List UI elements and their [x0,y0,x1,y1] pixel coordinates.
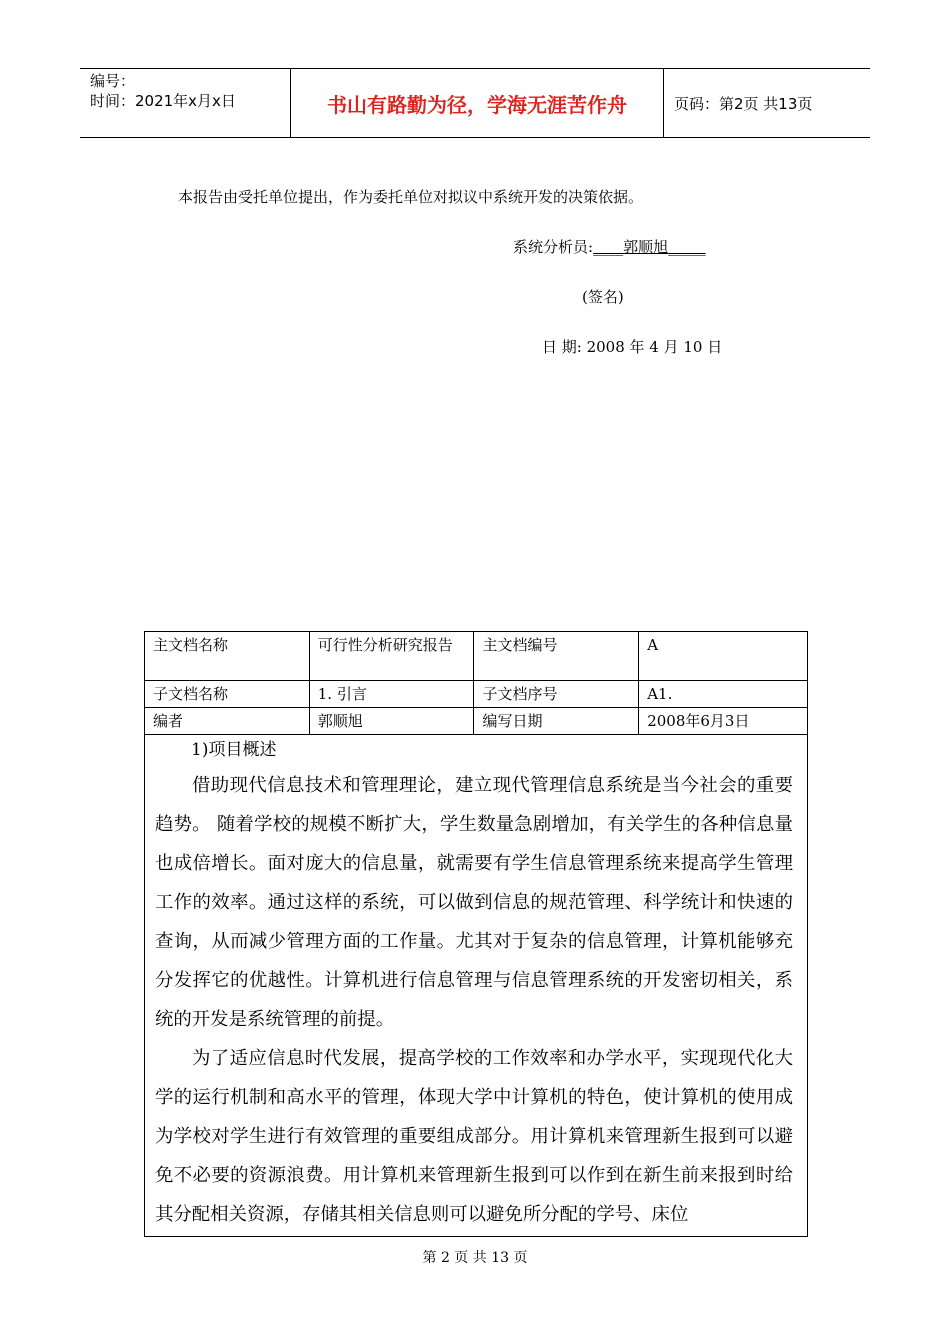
editor-value: 郭顺旭 [309,708,474,735]
paragraph: 为了适应信息时代发展，提高学校的工作效率和办学水平，实现现代化大学的运行机制和高水平的管理，体现大学中计算机的特色，使计算机的使用成为学校对学生进行有效管理的重要组成部分。用计算机来管理新生报到可以避免不必要的资源浪费。用计算机来管理新生报到可以作到在新生前来报到时给其分配相关资源，存储其相关信息则可以避免所分配的学号、床位 [155,1048,793,1225]
write-date-value: 2008年6月3日 [639,708,808,735]
analyst-line [513,236,706,257]
header-motto: 书山有路勤为径，学海无涯苦作舟 [290,69,664,137]
header-meta [80,69,290,137]
sub-doc-name-value: 1. 引言 [309,681,474,708]
main-doc-number-label: 主文档编号 [474,632,639,681]
editor-label: 编者 [145,708,310,735]
table-row [145,735,808,1237]
time-label: 时间：2021年x月x日 [90,92,236,110]
signature-label: (签名) [582,288,624,306]
main-doc-name-value: 可行性分析研究报告 [309,632,474,681]
table-row [145,708,808,735]
sub-doc-name-label: 子文档名称 [145,681,310,708]
analyst-label: 系统分析员: [513,238,594,256]
header-bar [80,68,870,138]
page-footer: 第 2 页 共 13 页 [422,1250,528,1266]
sub-doc-number-value: A1. [639,681,808,708]
document-info-table [144,631,808,1237]
number-label: 编号： [90,72,136,90]
table-row [145,681,808,708]
write-date-label: 编写日期 [474,708,639,735]
date-line: 日 期: 2008 年 4 月 10 日 [542,338,723,356]
report-body [145,735,808,1237]
table-row [145,632,808,681]
section-title: 1)项目概述 [191,740,277,760]
report-statement: 本报告由受托单位提出，作为委托单位对拟议中系统开发的决策依据。 [178,188,644,206]
main-doc-number-value: A [639,632,808,681]
sub-doc-number-label: 子文档序号 [474,681,639,708]
main-doc-name-label: 主文档名称 [145,632,310,681]
paragraph: 借助现代信息技术和管理理论，建立现代管理信息系统是当今社会的重要趋势。 随着学校的规模不断扩大，学生数量急剧增加，有关学生的各种信息量也成倍增长。面对庞大的信息量，就需要有学生信息管理系统来提高学生管理工作的效率。通过这样的系统，可以做到信息的规范管理、科学统计和快速的查询，从而减少管理方面的工作量。尤其对于复杂的信息管理，计算机能够充分发挥它的优越性。计算机进行信息管理与信息管理系统的开发密切相关，系统的开发是系统管理的前提。 [155,775,793,1030]
header-page-info: 页码：第2页 共13页 [674,94,813,113]
analyst-name: ____郭顺旭_____ [593,238,706,256]
